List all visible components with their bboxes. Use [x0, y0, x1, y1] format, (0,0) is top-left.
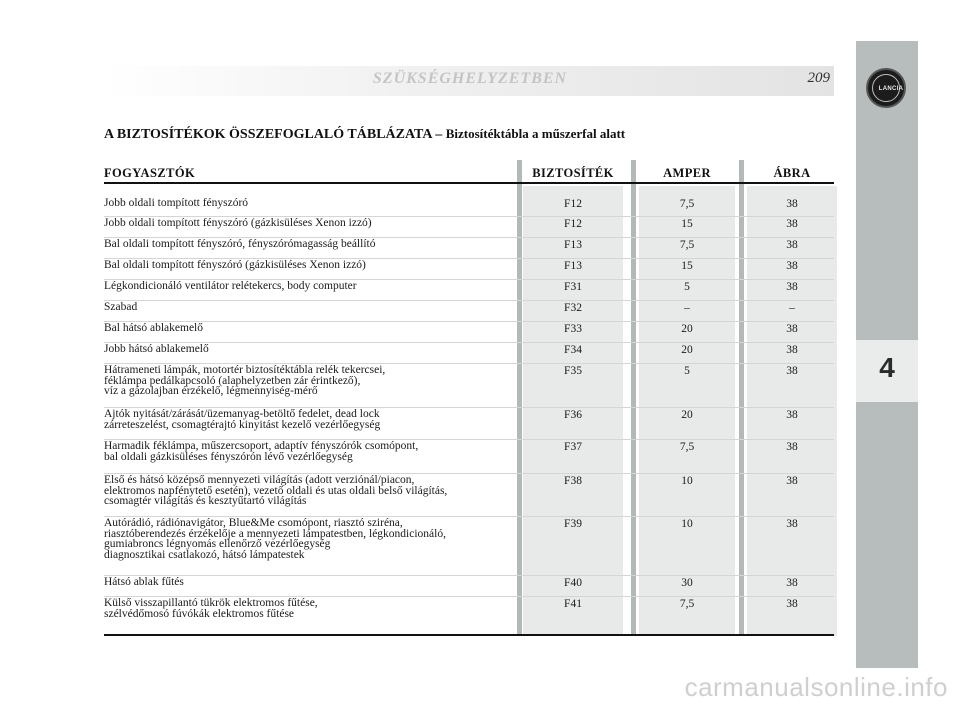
- amper-cell: 30: [681, 577, 693, 589]
- table-row: [104, 301, 834, 322]
- header-amper: AMPER: [663, 166, 711, 180]
- amper-cell: 10: [681, 475, 693, 487]
- amper-cell: 20: [681, 344, 693, 356]
- table-bottom-rule: [104, 634, 834, 636]
- logo-ring: [872, 74, 904, 102]
- fuse-cell: F41: [564, 598, 582, 610]
- table-row: [104, 408, 834, 440]
- consumer-name: Autórádió, rádiónavigátor, Blue&Me csomópont, riasztó sziréna, riasztóberendezés érzékelője a mennyezeti lámpatestben, légkondicionáló, gumiabroncs légnyomás ellenőrző vezérlőegység diagnosztikai csatlakozó, hátsó lámpatestek: [104, 517, 446, 561]
- lancia-logo-icon: [866, 68, 906, 108]
- table-row: [104, 576, 834, 597]
- section-title-main: A BIZTOSÍTÉKOK ÖSSZEFOGLALÓ TÁBLÁZATA –: [104, 127, 443, 142]
- amper-cell: 15: [681, 260, 693, 272]
- fuse-cell: F35: [564, 365, 582, 377]
- table-row: [104, 280, 834, 301]
- amper-cell: 10: [681, 518, 693, 530]
- fuse-cell: F40: [564, 577, 582, 589]
- figure-cell: 38: [786, 218, 798, 230]
- consumer-name: Szabad: [104, 301, 138, 313]
- consumer-name: Külső visszapillantó tükrök elektromos fűtése, szélvédőmosó fúvókák elektromos fűtése: [104, 597, 318, 620]
- consumer-name: Jobb oldali tompított fényszóró (gázkisüléses Xenon izzó): [104, 217, 372, 229]
- table-row: [104, 474, 834, 517]
- amper-cell: 5: [684, 365, 690, 377]
- figure-cell: 38: [786, 323, 798, 335]
- fuse-cell: F13: [564, 239, 582, 251]
- figure-cell: 38: [786, 365, 798, 377]
- consumer-name: Bal hátsó ablakemelő: [104, 322, 203, 334]
- consumer-name: Jobb oldali tompított fényszóró: [104, 197, 249, 209]
- figure-cell: 38: [786, 475, 798, 487]
- figure-cell: 38: [786, 598, 798, 610]
- amper-cell: 5: [684, 281, 690, 293]
- figure-cell: 38: [786, 198, 798, 210]
- fuse-cell: F37: [564, 441, 582, 453]
- consumer-name: Első és hátsó középső mennyezeti világítás (adott verziónál/piacon, elektromos napfénytető esetén), vezető oldali és utas oldali belső világítás, csomagtér világítás és kesztyűtartó világítás: [104, 474, 448, 507]
- section-title-sub: Biztosítéktábla a műszerfal alatt: [445, 126, 626, 141]
- consumer-name: Bal oldali tompított fényszóró, fényszórómagasság beállító: [104, 238, 376, 250]
- consumer-name: Jobb hátsó ablakemelő: [104, 343, 209, 355]
- table-row: [104, 259, 834, 280]
- logo-text: LANCIA: [878, 86, 904, 92]
- fuse-cell: F33: [564, 323, 582, 335]
- figure-cell: 38: [786, 239, 798, 251]
- chapter-number: 4: [879, 352, 895, 383]
- table-row: [104, 364, 834, 408]
- amper-cell: 20: [681, 409, 693, 421]
- fuse-cell: F36: [564, 409, 582, 421]
- figure-cell: 38: [786, 577, 798, 589]
- fuse-cell: F39: [564, 518, 582, 530]
- table-row: [104, 440, 834, 474]
- amper-cell: 15: [681, 218, 693, 230]
- fuse-cell: F32: [564, 302, 582, 314]
- consumer-name: Hátsó ablak fűtés: [104, 576, 184, 588]
- table-row: [104, 517, 834, 576]
- table-row: [104, 343, 834, 364]
- figure-cell: 38: [786, 409, 798, 421]
- amper-cell: 20: [681, 323, 693, 335]
- amper-cell: 7,5: [679, 441, 695, 453]
- fuse-cell: F34: [564, 344, 582, 356]
- consumer-name: Hátrameneti lámpák, motortér biztosítéktábla relék tekercsei, féklámpa pedálkapcsoló (alaphelyzetben zár érintkező), víz a gázolajban érzékelő, légmennyiség-mérő: [104, 364, 386, 397]
- consumer-name: Harmadik féklámpa, műszercsoport, adaptív fényszórók csomópont, bal oldali gázkisüléses fényszórón lévő vezérlőegység: [104, 440, 419, 463]
- figure-cell: 38: [786, 281, 798, 293]
- page-number: 209: [807, 70, 830, 86]
- fuse-cell: F31: [564, 281, 582, 293]
- amper-cell: 7,5: [679, 598, 695, 610]
- table-row: [104, 197, 834, 217]
- amper-cell: 7,5: [679, 198, 695, 210]
- table-row: [104, 322, 834, 343]
- fuse-cell: F38: [564, 475, 582, 487]
- consumer-name: Légkondicionáló ventilátor relétekercs, body computer: [104, 280, 357, 292]
- watermark: carmanualsonline.info: [684, 672, 948, 702]
- amper-cell: –: [684, 302, 690, 314]
- header-fuse: BIZTOSÍTÉK: [532, 166, 614, 180]
- section-header-title: SZÜKSÉGHELYZETBEN: [372, 70, 568, 87]
- table-row: [104, 217, 834, 238]
- figure-cell: 38: [786, 260, 798, 272]
- fuse-cell: F13: [564, 260, 582, 272]
- fuse-cell: F12: [564, 198, 582, 210]
- section-title: [104, 126, 834, 143]
- fuse-cell: F12: [564, 218, 582, 230]
- figure-cell: 38: [786, 441, 798, 453]
- figure-cell: –: [789, 302, 795, 314]
- table-row: [104, 238, 834, 259]
- consumer-name: Bal oldali tompított fényszóró (gázkisüléses Xenon izzó): [104, 259, 366, 271]
- figure-cell: 38: [786, 344, 798, 356]
- consumer-name: Ajtók nyitását/zárását/üzemanyag-betöltő fedelet, dead lock zárreteszelést, csomagtérajtó kinyitást kezelő vezérlőegység: [104, 408, 381, 431]
- figure-cell: 38: [786, 518, 798, 530]
- header-consumers: FOGYASZTÓK: [104, 166, 196, 180]
- table-row: [104, 597, 834, 633]
- header-rule: [104, 182, 834, 184]
- header-figure: ÁBRA: [773, 166, 811, 180]
- amper-cell: 7,5: [679, 239, 695, 251]
